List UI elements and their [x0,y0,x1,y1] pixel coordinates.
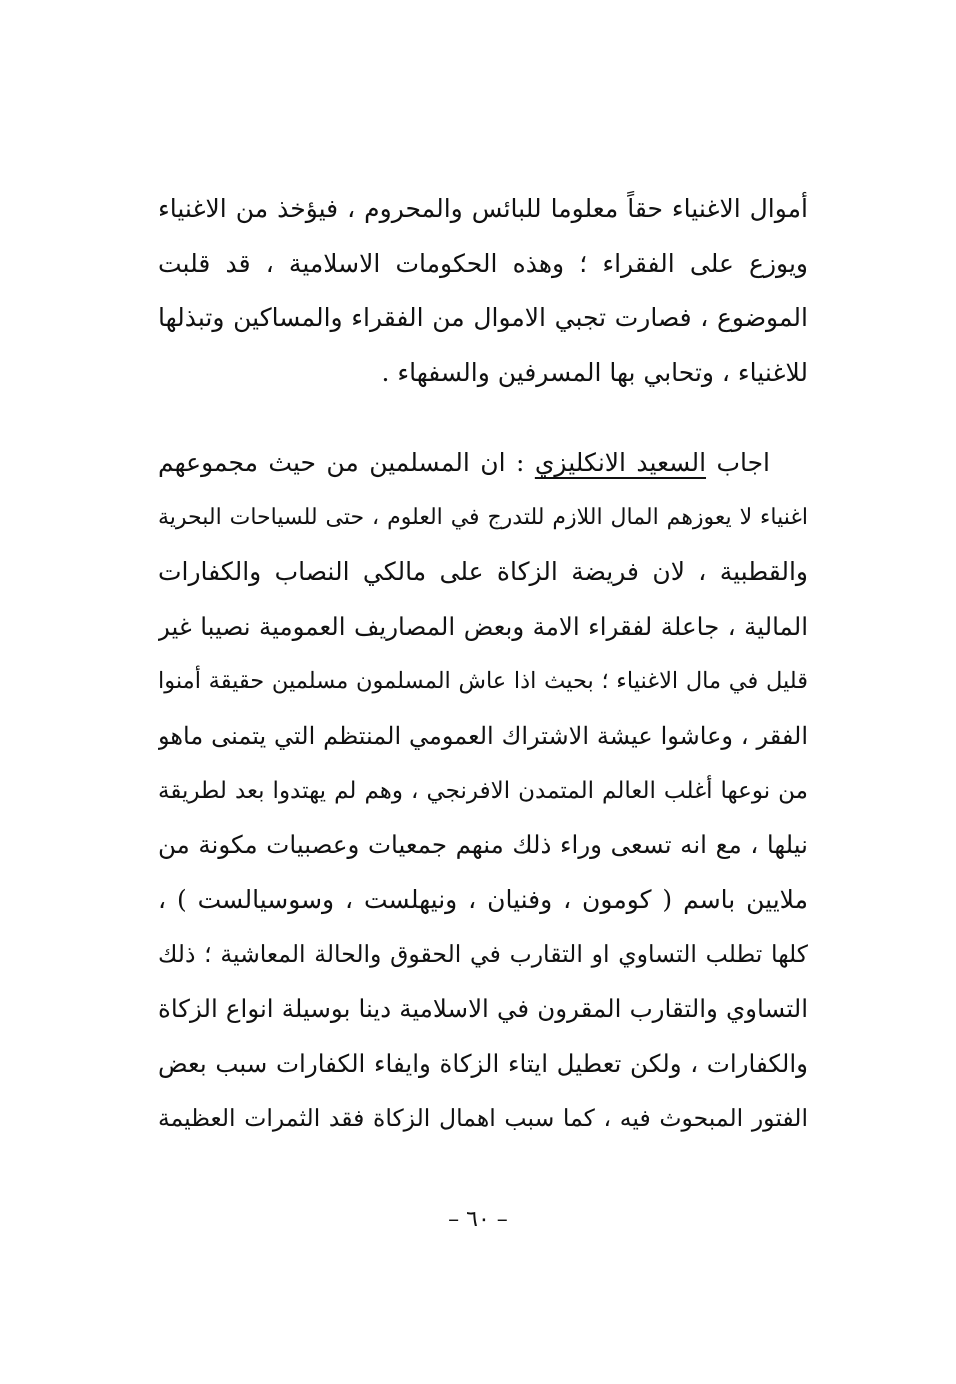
text-line: ويوزع على الفقراء ؛ وهذه الحكومات الاسلامية ، قد قلبت [158,248,808,278]
text-line: المالية ، جاعلة لفقراء الامة وبعض المصاريف العمومية نصيبا غير [158,611,808,641]
text-line: اغنياء لا يعوزهم المال اللازم للتدرج في العلوم ، حتى للسياحات البحرية [158,504,808,530]
line-start: اجاب [706,448,770,477]
text-line: أموال الاغنياء حقاً معلوما للبائس والمحروم ، فيؤخذ من الاغنياء [158,194,808,223]
text-line: ملايين باسم ( كومون ، وفنيان ، ونيهلست ، وسوسيالست ) ، [158,884,808,914]
text-line-first [158,436,808,491]
text-line: والكفارات ، ولكن تعطيل ايتاء الزكاة وايفاء الكفارات سبب بعض [158,1048,808,1078]
line-end: : ان المسلمين من حيث مجموعهم [158,448,535,477]
text-line: للاغنياء ، وتحابي بها المسرفين والسفهاء . [381,357,808,387]
page-number: – ٦٠ – [448,1207,508,1232]
text-line: الموضوع ، فصارت تجبي الاموال من الفقراء والمساكين وتبذلها [158,303,808,333]
text-line: من نوعها أغلب العالم المتمدن الافرنجي ، وهم لم يهتدوا بعد لطريقة [158,777,808,804]
paragraph-2 [158,436,808,1146]
text-line: كلها تطلب التساوي او التقارب في الحقوق والحالة المعاشية ؛ ذلك [158,940,808,969]
underlined-name: السعيد الانكليزي [534,448,707,477]
text-line: والقطبية ، لان فريضة الزكاة على مالكي النصاب والكفارات [158,557,808,587]
text-line: نيلها ، مع انه تسعى وراء ذلك منهم جمعيات وعصبيات مكونة من [158,830,808,860]
paragraph-1 [158,182,808,400]
text-line: الفقر ، وعاشوا عيشة الاشتراك العمومي المنتظم التي يتمنى ماهو [158,721,808,750]
text-line: قليل في مال الاغنياء ؛ بحيث اذا عاش المسلمون مسلمين حقيقة أمنوا [158,668,808,695]
text-line: التساوي والتقارب المقرون في الاسلامية دينا بوسيلة انواع الزكاة [158,993,808,1023]
text-line: الفتور المبحوث فيه ، كما سبب اهمال الزكاة فقد الثمرات العظيمة [158,1104,808,1133]
